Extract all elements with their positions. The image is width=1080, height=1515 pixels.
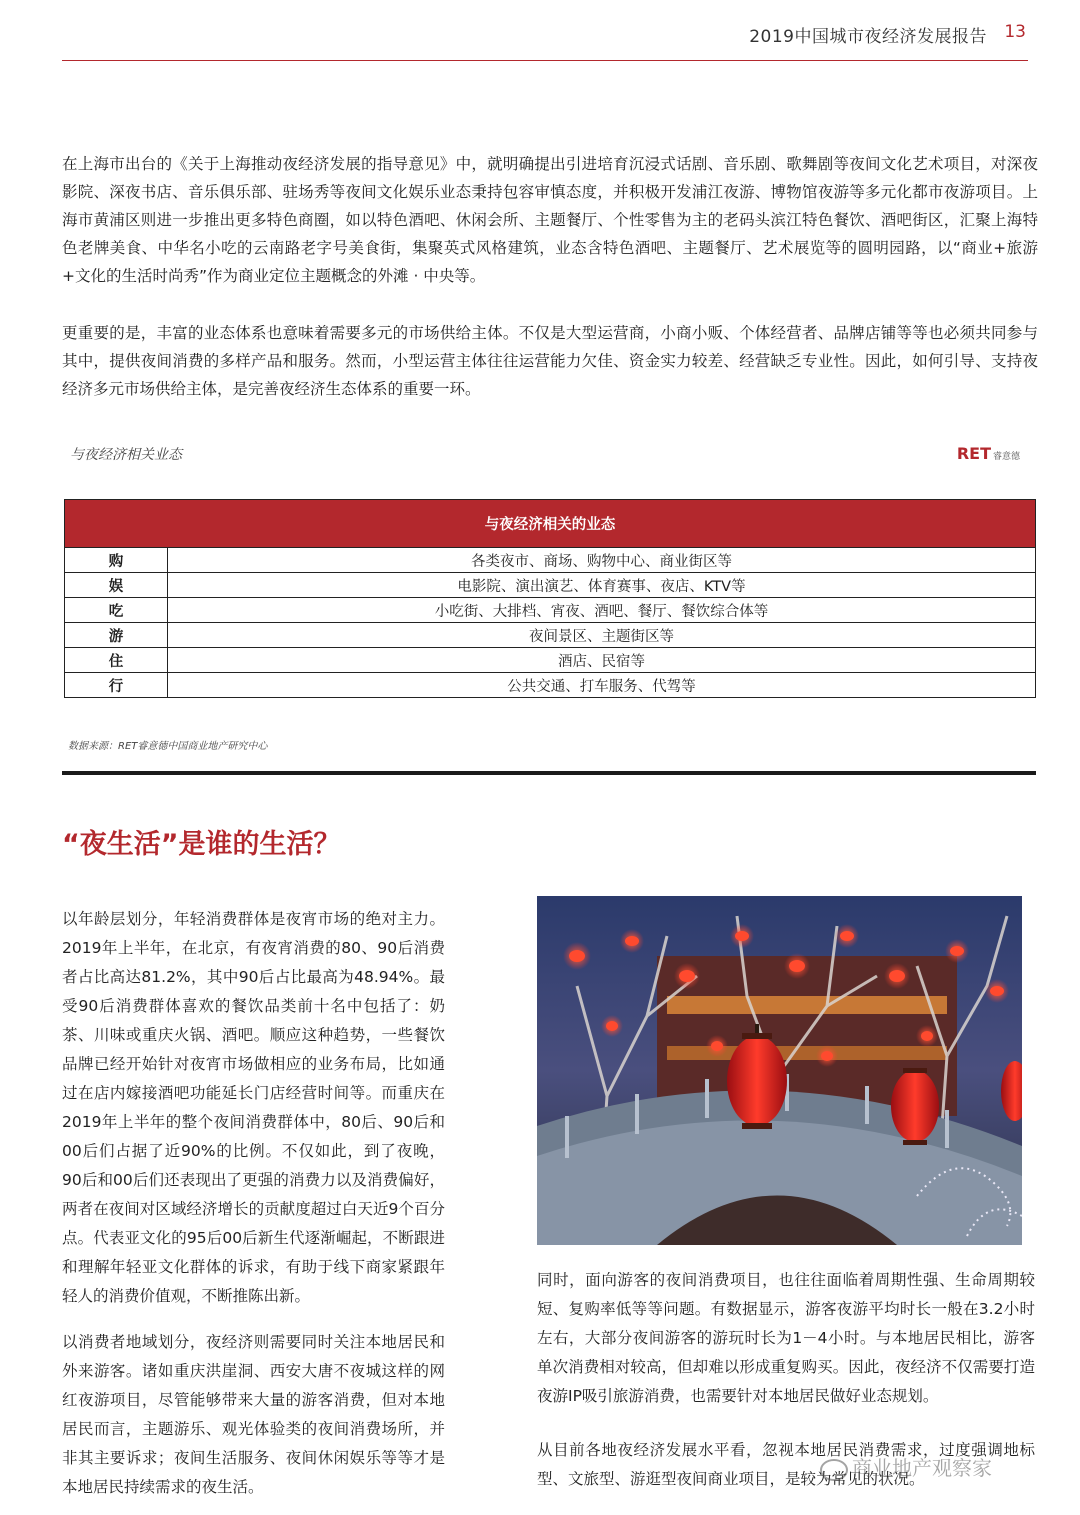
description-cell: 公共交通、打车服务、代驾等 xyxy=(168,673,1036,698)
table-row xyxy=(65,623,1036,648)
body-paragraph: 在上海市出台的《关于上海推动夜经济发展的指导意见》中，就明确提出引进培育沉浸式话剧、音乐剧、歌舞剧等夜间文化艺术项目，对深夜影院、深夜书店、音乐俱乐部、驻场秀等夜间文化娱乐业态秉持包容审慎态度，并积极开发浦江夜游、博物馆夜游等多元化都市夜游项目。上海市黄浦区则进一步推出更多特色商圈，如以特色酒吧、休闲会所、主题餐厅、个性零售为主的老码头滨江特色餐饮、酒吧街区，汇聚上海特色老牌美食、中华名小吃的云南路老字号美食街，集聚英式风格建筑，业态含特色酒吧、主题餐厅、艺术展览等的圆明园路，以“商业+旅游+文化的生活时尚秀”作为商业定位主题概念的外滩 · 中央等。 xyxy=(62,155,1038,285)
description-cell: 各类夜市、商场、购物中心、商业街区等 xyxy=(168,548,1036,573)
description-cell: 夜间景区、主题街区等 xyxy=(168,623,1036,648)
table-caption: 与夜经济相关业态 xyxy=(70,447,182,463)
table-row xyxy=(65,548,1036,573)
data-source-note: 数据来源：RET睿意德中国商业地产研究中心 xyxy=(68,741,268,752)
header-divider xyxy=(62,60,1028,61)
category-cell: 住 xyxy=(65,648,168,673)
category-cell: 行 xyxy=(65,673,168,698)
category-cell: 吃 xyxy=(65,598,168,623)
logo-subtext: 睿意德 xyxy=(992,452,1020,462)
ret-logo xyxy=(957,444,1020,463)
category-cell: 游 xyxy=(65,623,168,648)
logo-text: RET xyxy=(956,444,991,463)
description-cell: 小吃街、大排档、宵夜、酒吧、餐厅、餐饮综合体等 xyxy=(168,598,1036,623)
table-row xyxy=(65,598,1036,623)
watermark xyxy=(820,1452,992,1481)
description-cell: 酒店、民宿等 xyxy=(168,648,1036,673)
table-row xyxy=(65,573,1036,598)
section-divider xyxy=(62,771,1036,775)
body-paragraph: 更重要的是，丰富的业态体系也意味着需要多元的市场供给主体。不仅是大型运营商，小商小贩、个体经营者、品牌店铺等等也必须共同参与其中，提供夜间消费的多样产品和服务。然而，小型运营主体往往运营能力欠佳、资金实力较差、经营缺乏专业性。因此，如何引导、支持夜经济多元市场供给主体，是完善夜经济生态体系的重要一环。 xyxy=(62,324,1038,398)
description-cell: 电影院、演出演艺、体育赛事、夜店、KTV等 xyxy=(168,573,1036,598)
watermark-text: 商业地产观察家 xyxy=(852,1456,992,1480)
business-types-table xyxy=(64,499,1036,698)
page-number: 13 xyxy=(1004,22,1026,42)
table-header: 与夜经济相关的业态 xyxy=(65,500,1036,548)
body-paragraph: 以消费者地域划分，夜经济则需要同时关注本地居民和外来游客。诸如重庆洪崖洞、西安大唐不夜城这样的网红夜游项目，尽管能够带来大量的游客消费，但对本地居民而言，主题游乐、观光体验类的夜间消费场所，并非其主要诉求；夜间生活服务、夜间休闲娱乐等等才是本地居民持续需求的夜生活。 xyxy=(62,1333,445,1496)
night-lanterns-photo xyxy=(537,896,1022,1245)
table-header-row xyxy=(65,500,1036,548)
section-heading: “夜生活”是谁的生活？ xyxy=(62,829,341,860)
category-cell: 娱 xyxy=(65,573,168,598)
table-row xyxy=(65,673,1036,698)
body-paragraph: 以年龄层划分，年轻消费群体是夜宵市场的绝对主力。2019年上半年，在北京，有夜宵消费的80、90后消费者占比高达81.2%，其中90后占比最高为48.94%。最受90后消费群体喜欢的餐饮品类前十名中包括了：奶茶、川味或重庆火锅、酒吧。顺应这种趋势，一些餐饮品牌已经开始针对夜宵市场做相应的业务布局，比如通过在店内嫁接酒吧功能延长门店经营时间等。而重庆在2019年上半年的整个夜间消费群体中，80后、90后和00后们占据了近90%的比例。不仅如此，到了夜晚，90后和00后们还表现出了更强的消费力以及消费偏好，两者在夜间对区域经济增长的贡献度超过白天近9个百分点。代表亚文化的95后00后新生代逐渐崛起，不断跟进和理解年轻亚文化群体的诉求，有助于线下商家紧跟年轻人的消费价值观，不断推陈出新。 xyxy=(62,910,445,1305)
body-paragraph: 同时，面向游客的夜间消费项目，也往往面临着周期性强、生命周期较短、复购率低等等问题。有数据显示，游客夜游平均时长一般在3.2小时左右，大部分夜间游客的游玩时长为1－4小时。与本地居民相比，游客单次消费相对较高，但却难以形成重复购买。因此，夜经济不仅需要打造夜游IP吸引旅游消费，也需要针对本地居民做好业态规划。 xyxy=(537,1271,1035,1405)
body-paragraph: 从目前各地夜经济发展水平看，忽视本地居民消费需求，过度强调地标型、文旅型、游逛型夜间商业项目，是较为常见的状况。 xyxy=(537,1441,1035,1488)
table-row xyxy=(65,648,1036,673)
report-title: 2019中国城市夜经济发展报告 xyxy=(749,27,987,47)
category-cell: 购 xyxy=(65,548,168,573)
wechat-icon xyxy=(820,1459,848,1481)
